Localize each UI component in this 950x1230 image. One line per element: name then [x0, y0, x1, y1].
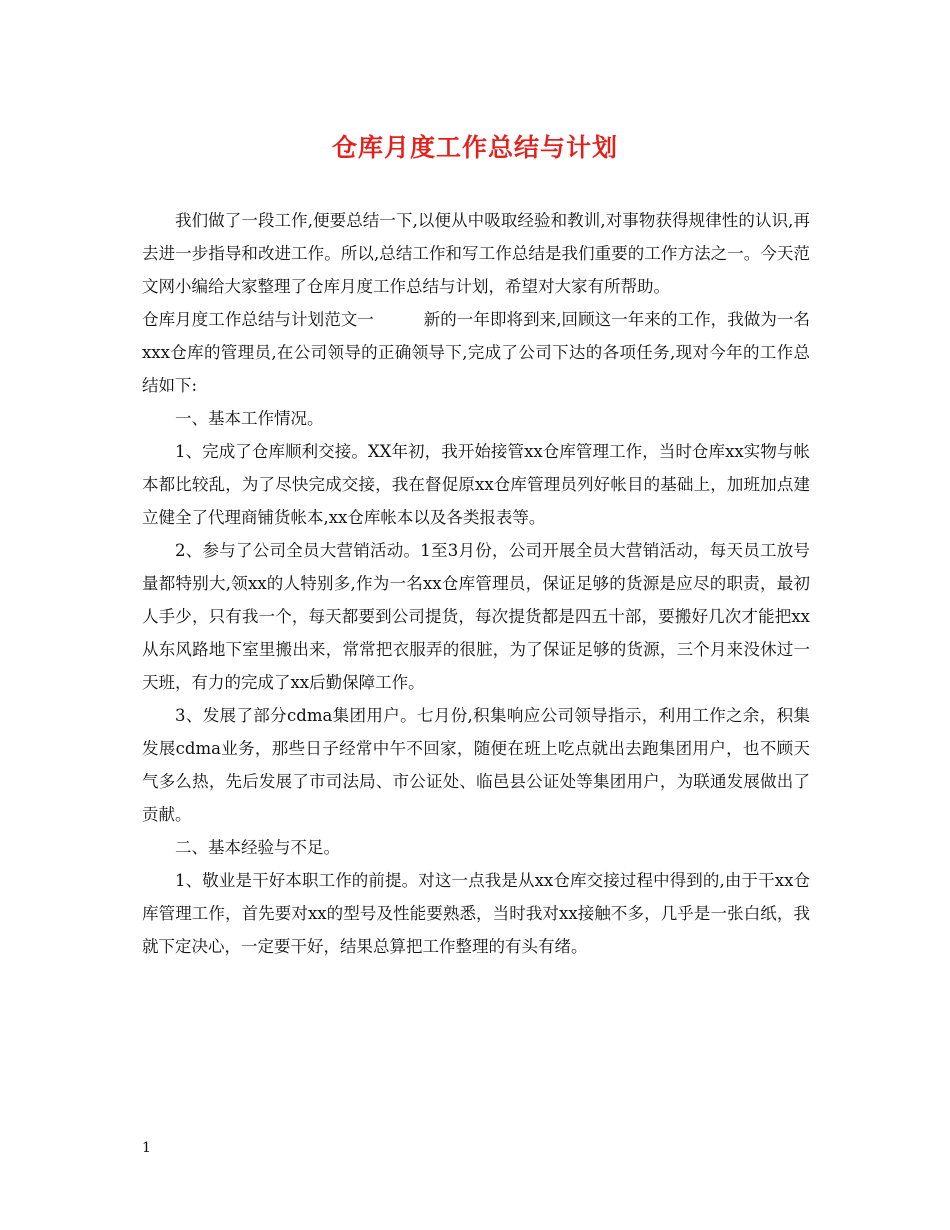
- section-heading: 一、基本工作情况。: [175, 409, 324, 428]
- section-heading: 二、基本经验与不足。: [175, 838, 340, 857]
- paragraph: 1、敬业是干好本职工作的前提。对这一点我是从xx仓库交接过程中得到的,由于干xx仓库管理工作，首先要对xx的型号及性能要熟悉，当时我对xx接触不多，几乎是一张白纸，我就下定决心，一定要干好，结果总算把工作整理的有头有绪。: [142, 871, 810, 956]
- document-title: 仓库月度工作总结与计划: [331, 133, 618, 162]
- paragraph: 仓库月度工作总结与计划范文一 新的一年即将到来,回顾这一年来的工作，我做为一名xxx仓库的管理员,在公司领导的正确领导下,完成了公司下达的各项任务,现对今年的工作总结如下:: [142, 310, 810, 395]
- document-body: [142, 204, 810, 963]
- paragraph: 2、参与了公司全员大营销活动。1至3月份，公司开展全员大营销活动，每天员工放号量都特别大,领xx的人特别多,作为一名xx仓库管理员，保证足够的货源是应尽的职责，最初人手少，只有我一个，每天都要到公司提货，每次提货都是四五十部，要搬好几次才能把xx从东风路地下室里搬出来，常常把衣服弄的很脏，为了保证足够的货源，三个月来没休过一天班，有力的完成了xx后勤保障工作。: [142, 541, 810, 692]
- paragraph: 3、发展了部分cdma集团用户。七月份,积集响应公司领导指示，利用工作之余，积集发展cdma业务，那些日子经常中午不回家，随便在班上吃点就出去跑集团用户，也不顾天气多么热，先后发展了市司法局、市公证处、临邑县公证处等集团用户，为联通发展做出了贡献。: [142, 706, 810, 824]
- page-number: 1: [142, 1140, 151, 1156]
- paragraph: 1、完成了仓库顺利交接。XX年初，我开始接管xx仓库管理工作，当时仓库xx实物与帐本都比较乱，为了尽快完成交接，我在督促原xx仓库管理员列好帐目的基础上，加班加点建立健全了代理商铺货帐本,xx仓库帐本以及各类报表等。: [142, 442, 810, 527]
- paragraph: 我们做了一段工作,便要总结一下,以便从中吸取经验和教训,对事物获得规律性的认识,再去进一步指导和改进工作。所以,总结工作和写工作总结是我们重要的工作方法之一。今天范文网小编给大家整理了仓库月度工作总结与计划，希望对大家有所帮助。: [142, 211, 810, 296]
